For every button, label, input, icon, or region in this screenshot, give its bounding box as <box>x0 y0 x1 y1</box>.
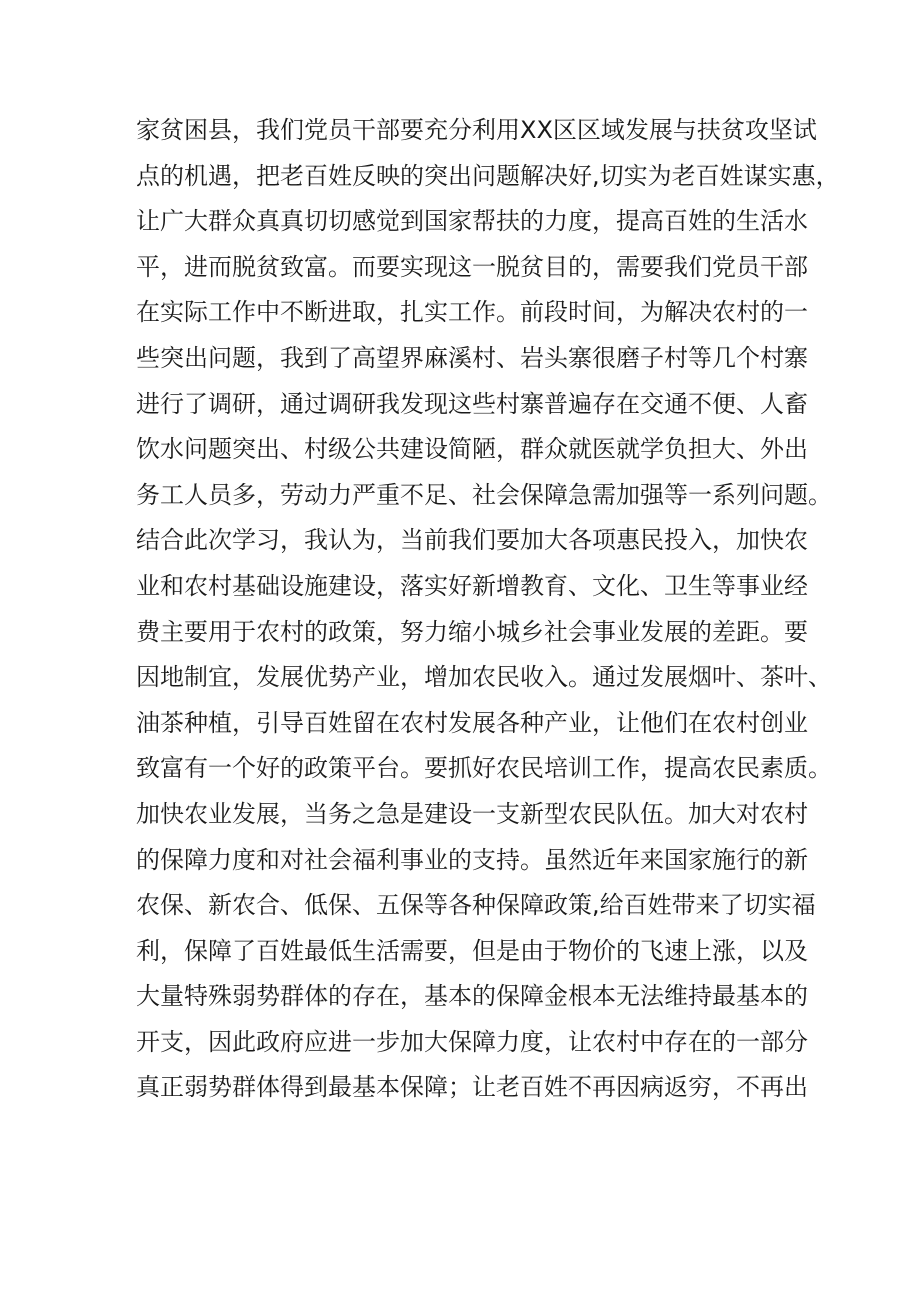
text-line: 的保障力度和对社会福利事业的支持。虽然近年来国家施行的新 <box>136 845 808 874</box>
text-line: 在实际工作中不断进取，扎实工作。前段时间，为解决农村的一 <box>136 298 808 327</box>
text-line: 让广大群众真真切切感觉到国家帮扶的力度，提高百姓的生活水 <box>136 207 808 236</box>
text-line: 点的机遇，把老百姓反映的突出问题解决好,切实为老百姓谋实惠， <box>136 161 840 190</box>
text-line: 业和农村基础设施建设，落实好新增教育、文化、卫生等事业经 <box>136 571 808 600</box>
text-line: 费主要用于农村的政策，努力缩小城乡社会事业发展的差距。要 <box>136 617 808 646</box>
text-line: 致富有一个好的政策平台。要抓好农民培训工作，提高农民素质。 <box>136 754 832 783</box>
text-line: 加快农业发展，当务之急是建设一支新型农民队伍。加大对农村 <box>136 799 808 828</box>
text-line: 平，进而脱贫致富。而要实现这一脱贫目的，需要我们党员干部 <box>136 252 808 281</box>
text-line: 务工人员多，劳动力严重不足、社会保障急需加强等一系列问题。 <box>136 480 832 509</box>
text-line: 些突出问题，我到了高望界麻溪村、岩头寨很磨子村等几个村寨 <box>136 343 808 372</box>
text-line: 家贫困县，我们党员干部要充分利用XX区区域发展与扶贫攻坚试 <box>136 116 817 144</box>
text-line: 农保、新农合、低保、五保等各种保障政策,给百姓带来了切实福 <box>136 891 816 920</box>
text-line: 油茶种植，引导百姓留在农村发展各种产业，让他们在农村创业 <box>136 708 808 737</box>
text-line: 大量特殊弱势群体的存在，基本的保障金根本无法维持最基本的 <box>136 982 808 1011</box>
text-line: 饮水问题突出、村级公共建设简陋，群众就医就学负担大、外出 <box>136 435 808 464</box>
text-line: 结合此次学习，我认为，当前我们要加大各项惠民投入，加快农 <box>136 526 808 555</box>
text-line: 开支，因此政府应进一步加大保障力度，让农村中存在的一部分 <box>136 1027 808 1056</box>
text-line: 真正弱势群体得到最基本保障；让老百姓不再因病返穷，不再出 <box>136 1073 808 1102</box>
text-line: 利，保障了百姓最低生活需要，但是由于物价的飞速上涨，以及 <box>136 936 808 965</box>
body-text <box>136 108 840 1111</box>
text-line: 进行了调研，通过调研我发现这些村寨普遍存在交通不便、人畜 <box>136 389 808 418</box>
text-line: 因地制宜，发展优势产业，增加农民收入。通过发展烟叶、茶叶、 <box>136 663 832 692</box>
